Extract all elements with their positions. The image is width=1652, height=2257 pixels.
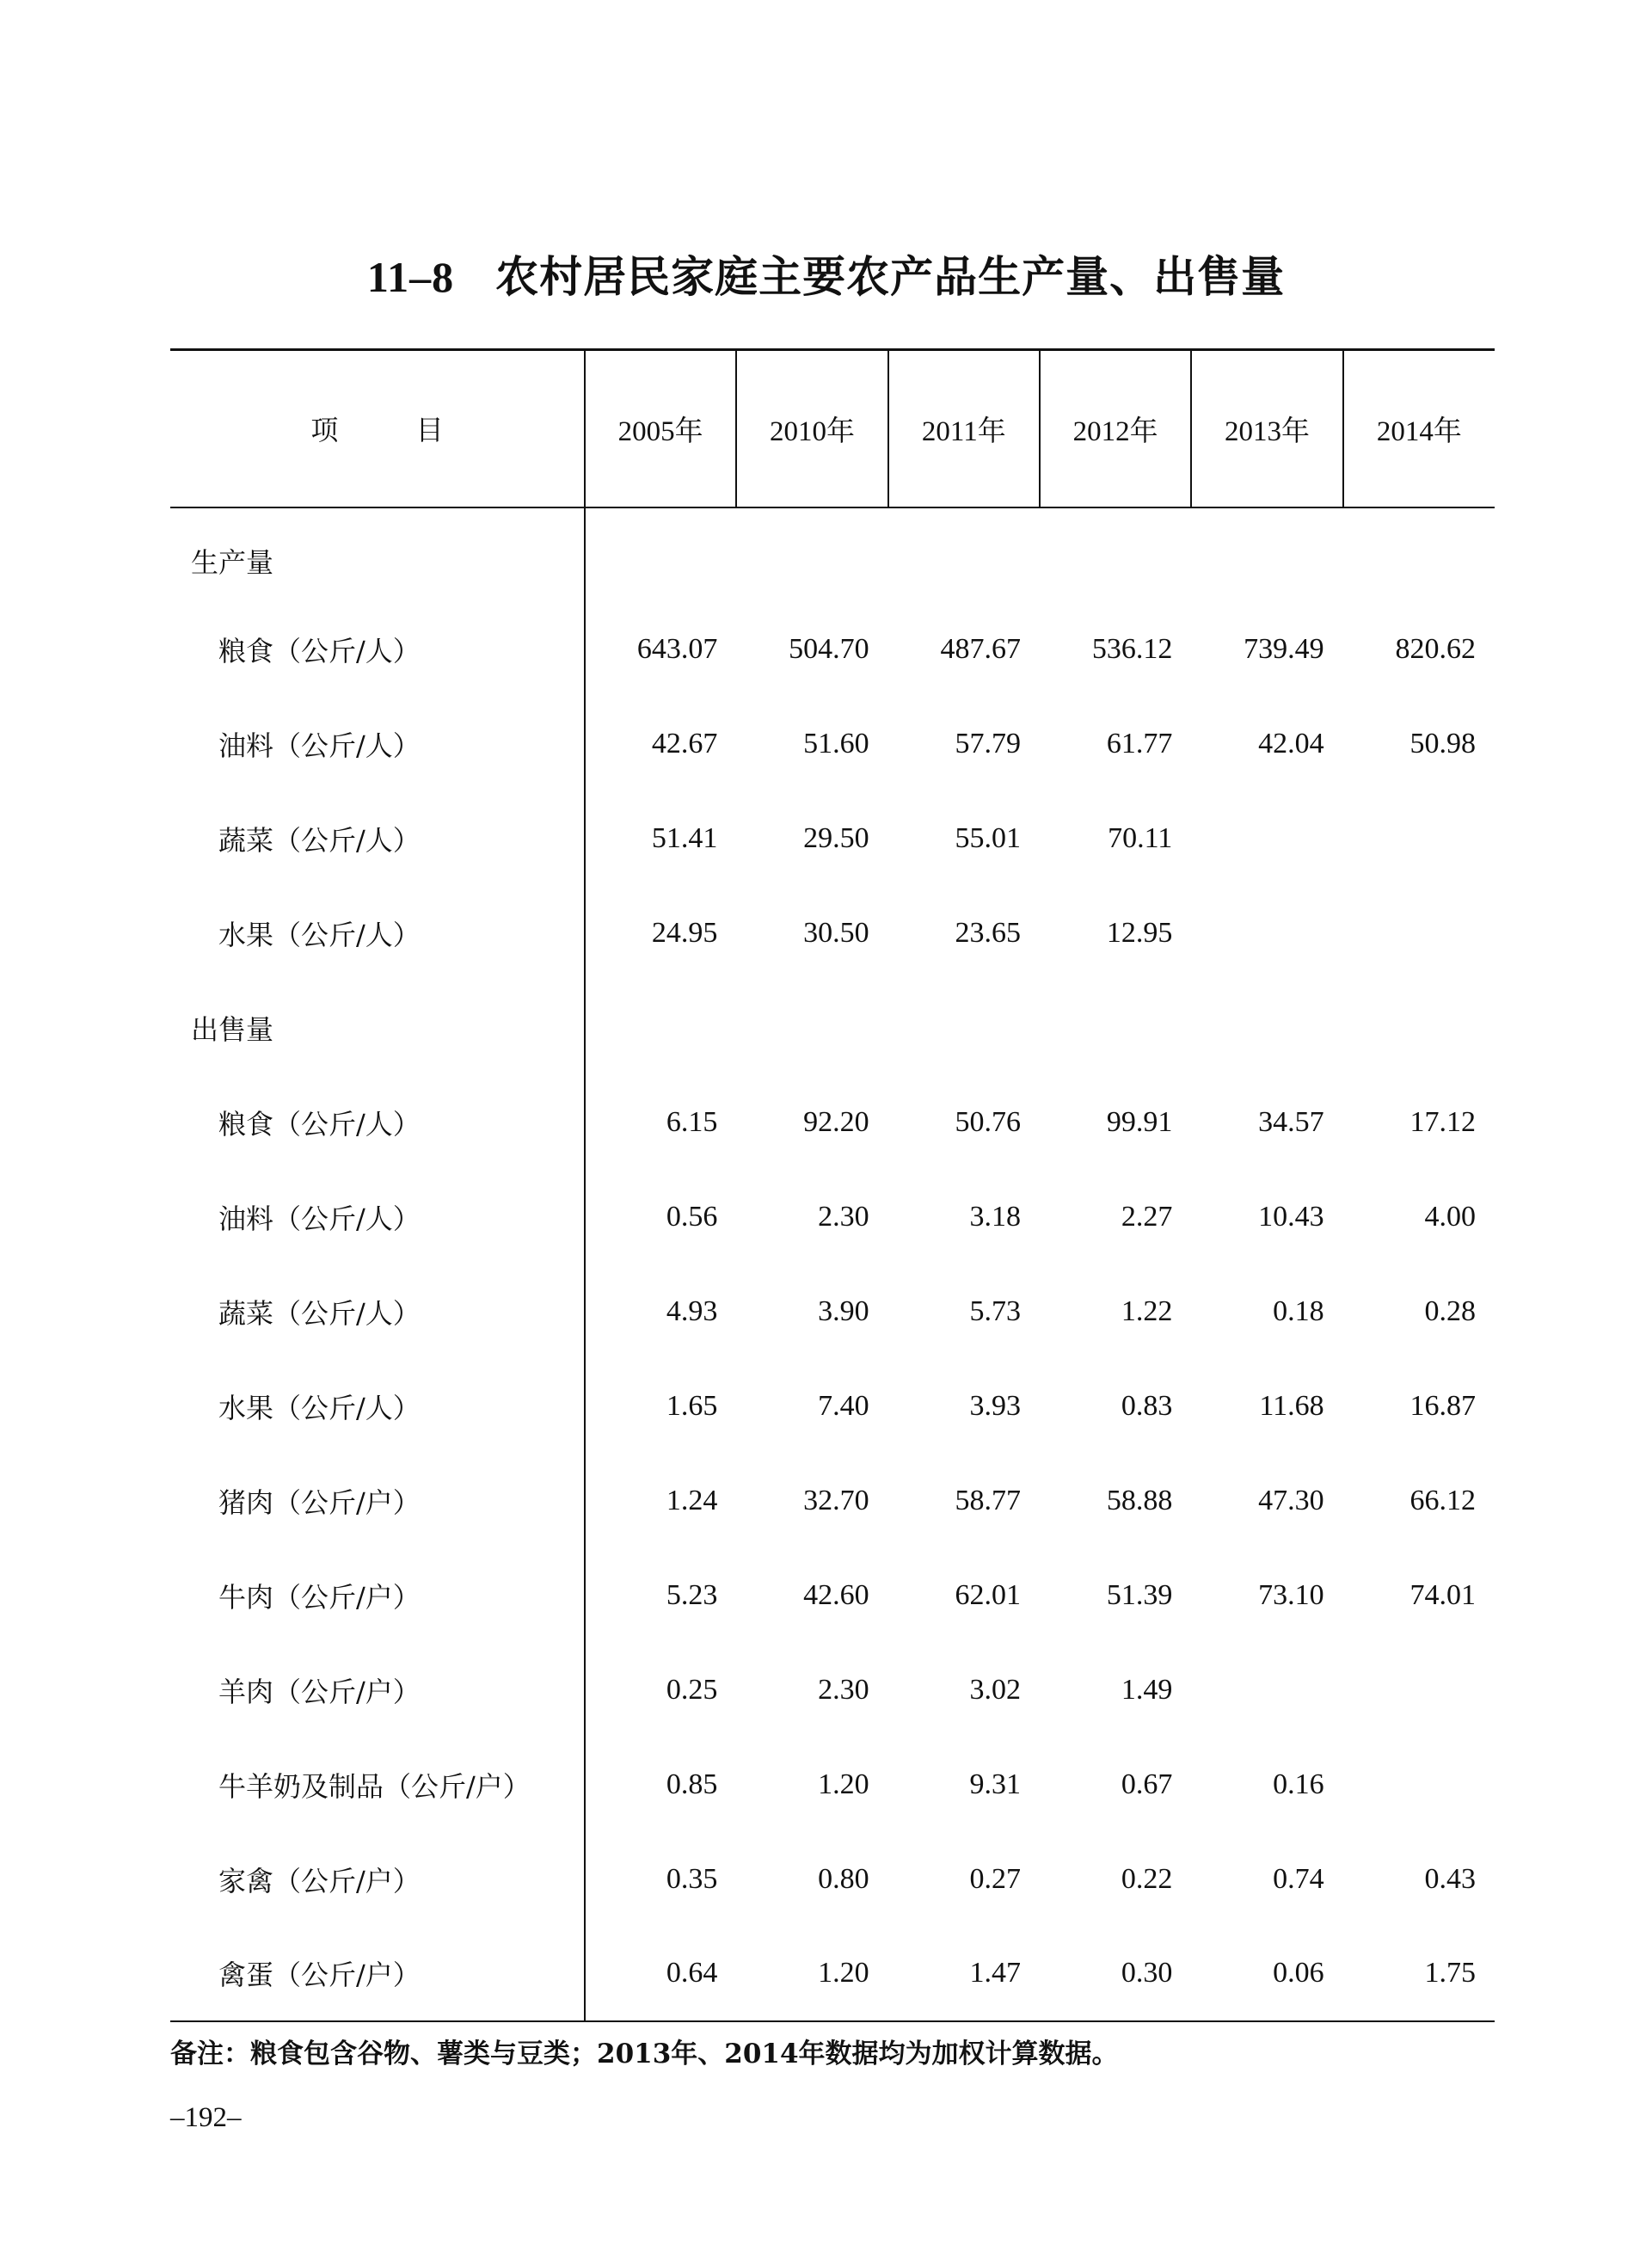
value-cell: 0.80 <box>818 1862 869 1895</box>
row-label: 牛肉（公斤/户） <box>218 1580 421 1614</box>
value-cell: 820.62 <box>1395 632 1476 665</box>
value-cell: 42.67 <box>585 697 736 791</box>
value-cell: 5.73 <box>969 1295 1021 1327</box>
value-cell: 3.90 <box>818 1295 869 1327</box>
value-cell: 0.43 <box>1424 1862 1476 1895</box>
table-row <box>170 1643 1495 1737</box>
table-row <box>170 1548 1495 1643</box>
value-cell: 0.74 <box>1273 1862 1324 1895</box>
value-cell: 487.67 <box>940 632 1021 665</box>
value-cell: 643.07 <box>585 602 736 697</box>
value-cell: 0.22 <box>1121 1862 1173 1895</box>
value-cell <box>1343 791 1495 886</box>
table-row <box>170 1170 1495 1264</box>
value-cell: 0.25 <box>585 1643 736 1737</box>
table-row <box>170 791 1495 886</box>
value-cell: 70.11 <box>1108 821 1173 854</box>
row-label: 蔬菜（公斤/人） <box>218 1296 421 1330</box>
value-cell: 1.65 <box>585 1359 736 1454</box>
value-cell: 1.20 <box>818 1768 869 1800</box>
header-year: 2010年 <box>736 350 887 507</box>
value-cell: 73.10 <box>1258 1578 1324 1611</box>
value-cell: 47.30 <box>1258 1484 1324 1516</box>
value-cell <box>1191 1643 1342 1737</box>
page-title <box>0 243 1652 304</box>
header-year: 2005年 <box>585 350 736 507</box>
section-row <box>170 507 1495 602</box>
data-table <box>170 348 1495 2022</box>
value-cell: 58.77 <box>955 1484 1021 1516</box>
table-body <box>170 507 1495 2021</box>
empty-cell <box>1343 507 1495 602</box>
value-cell: 1.20 <box>736 1927 887 2021</box>
value-cell: 42.04 <box>1258 727 1324 760</box>
value-cell <box>1343 1643 1495 1737</box>
value-cell: 0.18 <box>1273 1295 1324 1327</box>
row-label: 家禽（公斤/户） <box>218 1864 421 1897</box>
empty-cell <box>1191 507 1342 602</box>
table-row <box>170 1454 1495 1548</box>
value-cell: 23.65 <box>955 916 1021 949</box>
value-cell: 0.85 <box>585 1737 736 1832</box>
table-row <box>170 1832 1495 1927</box>
value-cell: 17.12 <box>1409 1105 1476 1138</box>
row-label: 羊肉（公斤/户） <box>218 1675 421 1708</box>
value-cell: 0.27 <box>969 1862 1021 1895</box>
value-cell: 32.70 <box>803 1484 869 1516</box>
value-cell: 739.49 <box>1244 632 1324 665</box>
value-cell: 0.28 <box>1424 1295 1476 1327</box>
value-cell: 0.64 <box>585 1927 736 2021</box>
value-cell: 10.43 <box>1258 1200 1324 1233</box>
empty-cell <box>585 981 736 1075</box>
header-row <box>170 350 1495 507</box>
value-cell: 3.93 <box>969 1389 1021 1422</box>
table-number: 11–8 <box>366 253 455 301</box>
row-label: 油料（公斤/人） <box>218 1202 421 1235</box>
header-item: 项 目 <box>170 350 585 507</box>
table-row <box>170 886 1495 981</box>
value-cell: 29.50 <box>803 821 869 854</box>
header-year: 2013年 <box>1191 350 1342 507</box>
value-cell: 12.95 <box>1106 916 1173 949</box>
table-row <box>170 1927 1495 2021</box>
value-cell <box>1343 886 1495 981</box>
value-cell <box>1343 1737 1495 1832</box>
value-cell: 536.12 <box>1091 632 1173 665</box>
table-row <box>170 1075 1495 1170</box>
value-cell: 2.30 <box>818 1673 869 1706</box>
value-cell: 24.95 <box>585 886 736 981</box>
value-cell: 0.35 <box>585 1832 736 1927</box>
page-number: –192– <box>170 2102 242 2133</box>
value-cell: 3.18 <box>969 1200 1021 1233</box>
header-year: 2014年 <box>1343 350 1495 507</box>
value-cell <box>1191 791 1342 886</box>
empty-cell <box>888 981 1040 1075</box>
empty-cell <box>1343 981 1495 1075</box>
value-cell: 2.30 <box>818 1200 869 1233</box>
empty-cell <box>585 507 736 602</box>
value-cell: 1.22 <box>1121 1295 1173 1327</box>
value-cell: 11.68 <box>1259 1389 1324 1422</box>
value-cell: 0.83 <box>1121 1389 1173 1422</box>
row-label: 油料（公斤/人） <box>218 729 421 762</box>
empty-cell <box>736 507 887 602</box>
value-cell: 62.01 <box>955 1578 1021 1611</box>
value-cell: 9.31 <box>969 1768 1021 1800</box>
value-cell: 30.50 <box>803 916 869 949</box>
empty-cell <box>1040 981 1191 1075</box>
table-row <box>170 697 1495 791</box>
value-cell: 0.16 <box>1273 1768 1324 1800</box>
value-cell: 51.60 <box>803 727 869 760</box>
row-label: 蔬菜（公斤/人） <box>218 823 421 857</box>
value-cell: 1.75 <box>1343 1927 1495 2021</box>
value-cell: 504.70 <box>789 632 869 665</box>
row-label: 水果（公斤/人） <box>218 918 421 951</box>
table-row <box>170 1359 1495 1454</box>
value-cell: 6.15 <box>585 1075 736 1170</box>
row-label: 牛羊奶及制品（公斤/户） <box>218 1769 531 1803</box>
value-cell: 0.56 <box>585 1170 736 1264</box>
value-cell: 1.47 <box>888 1927 1040 2021</box>
value-cell: 58.88 <box>1106 1484 1173 1516</box>
value-cell: 0.06 <box>1191 1927 1342 2021</box>
value-cell: 7.40 <box>818 1389 869 1422</box>
table-row <box>170 1737 1495 1832</box>
section-label: 出售量 <box>191 1012 274 1046</box>
row-label: 猪肉（公斤/户） <box>218 1485 421 1519</box>
value-cell: 5.23 <box>585 1548 736 1643</box>
value-cell: 0.30 <box>1040 1927 1191 2021</box>
value-cell: 50.98 <box>1409 727 1476 760</box>
value-cell: 4.93 <box>585 1264 736 1359</box>
value-cell: 34.57 <box>1258 1105 1324 1138</box>
value-cell: 0.67 <box>1121 1768 1173 1800</box>
empty-cell <box>736 981 887 1075</box>
row-label: 禽蛋（公斤/户） <box>170 1927 585 2021</box>
value-cell: 55.01 <box>955 821 1021 854</box>
value-cell: 16.87 <box>1409 1389 1476 1422</box>
row-label: 粮食（公斤/人） <box>218 1107 421 1141</box>
value-cell: 61.77 <box>1106 727 1173 760</box>
row-label: 粮食（公斤/人） <box>218 634 421 667</box>
value-cell: 2.27 <box>1121 1200 1173 1233</box>
section-label: 生产量 <box>191 546 274 579</box>
value-cell: 92.20 <box>803 1105 869 1138</box>
value-cell: 3.02 <box>969 1673 1021 1706</box>
value-cell: 50.76 <box>955 1105 1021 1138</box>
empty-cell <box>888 507 1040 602</box>
value-cell: 42.60 <box>803 1578 869 1611</box>
value-cell: 51.41 <box>585 791 736 886</box>
empty-cell <box>1040 507 1191 602</box>
row-label: 水果（公斤/人） <box>218 1391 421 1424</box>
footnote: 备注：粮食包含谷物、薯类与豆类；2013年、2014年数据均为加权计算数据。 <box>170 2039 1119 2069</box>
table-title: 农村居民家庭主要农产品生产量、出售量 <box>495 251 1286 302</box>
section-row <box>170 981 1495 1075</box>
table-row <box>170 602 1495 697</box>
value-cell: 1.24 <box>585 1454 736 1548</box>
header-year: 2011年 <box>888 350 1040 507</box>
value-cell: 4.00 <box>1424 1200 1476 1233</box>
table-row <box>170 1264 1495 1359</box>
empty-cell <box>1191 981 1342 1075</box>
value-cell: 57.79 <box>955 727 1021 760</box>
value-cell <box>1191 886 1342 981</box>
value-cell: 99.91 <box>1106 1105 1173 1138</box>
value-cell: 66.12 <box>1409 1484 1476 1516</box>
value-cell: 74.01 <box>1409 1578 1476 1611</box>
header-year: 2012年 <box>1040 350 1191 507</box>
value-cell: 1.49 <box>1121 1673 1173 1706</box>
value-cell: 51.39 <box>1106 1578 1173 1611</box>
